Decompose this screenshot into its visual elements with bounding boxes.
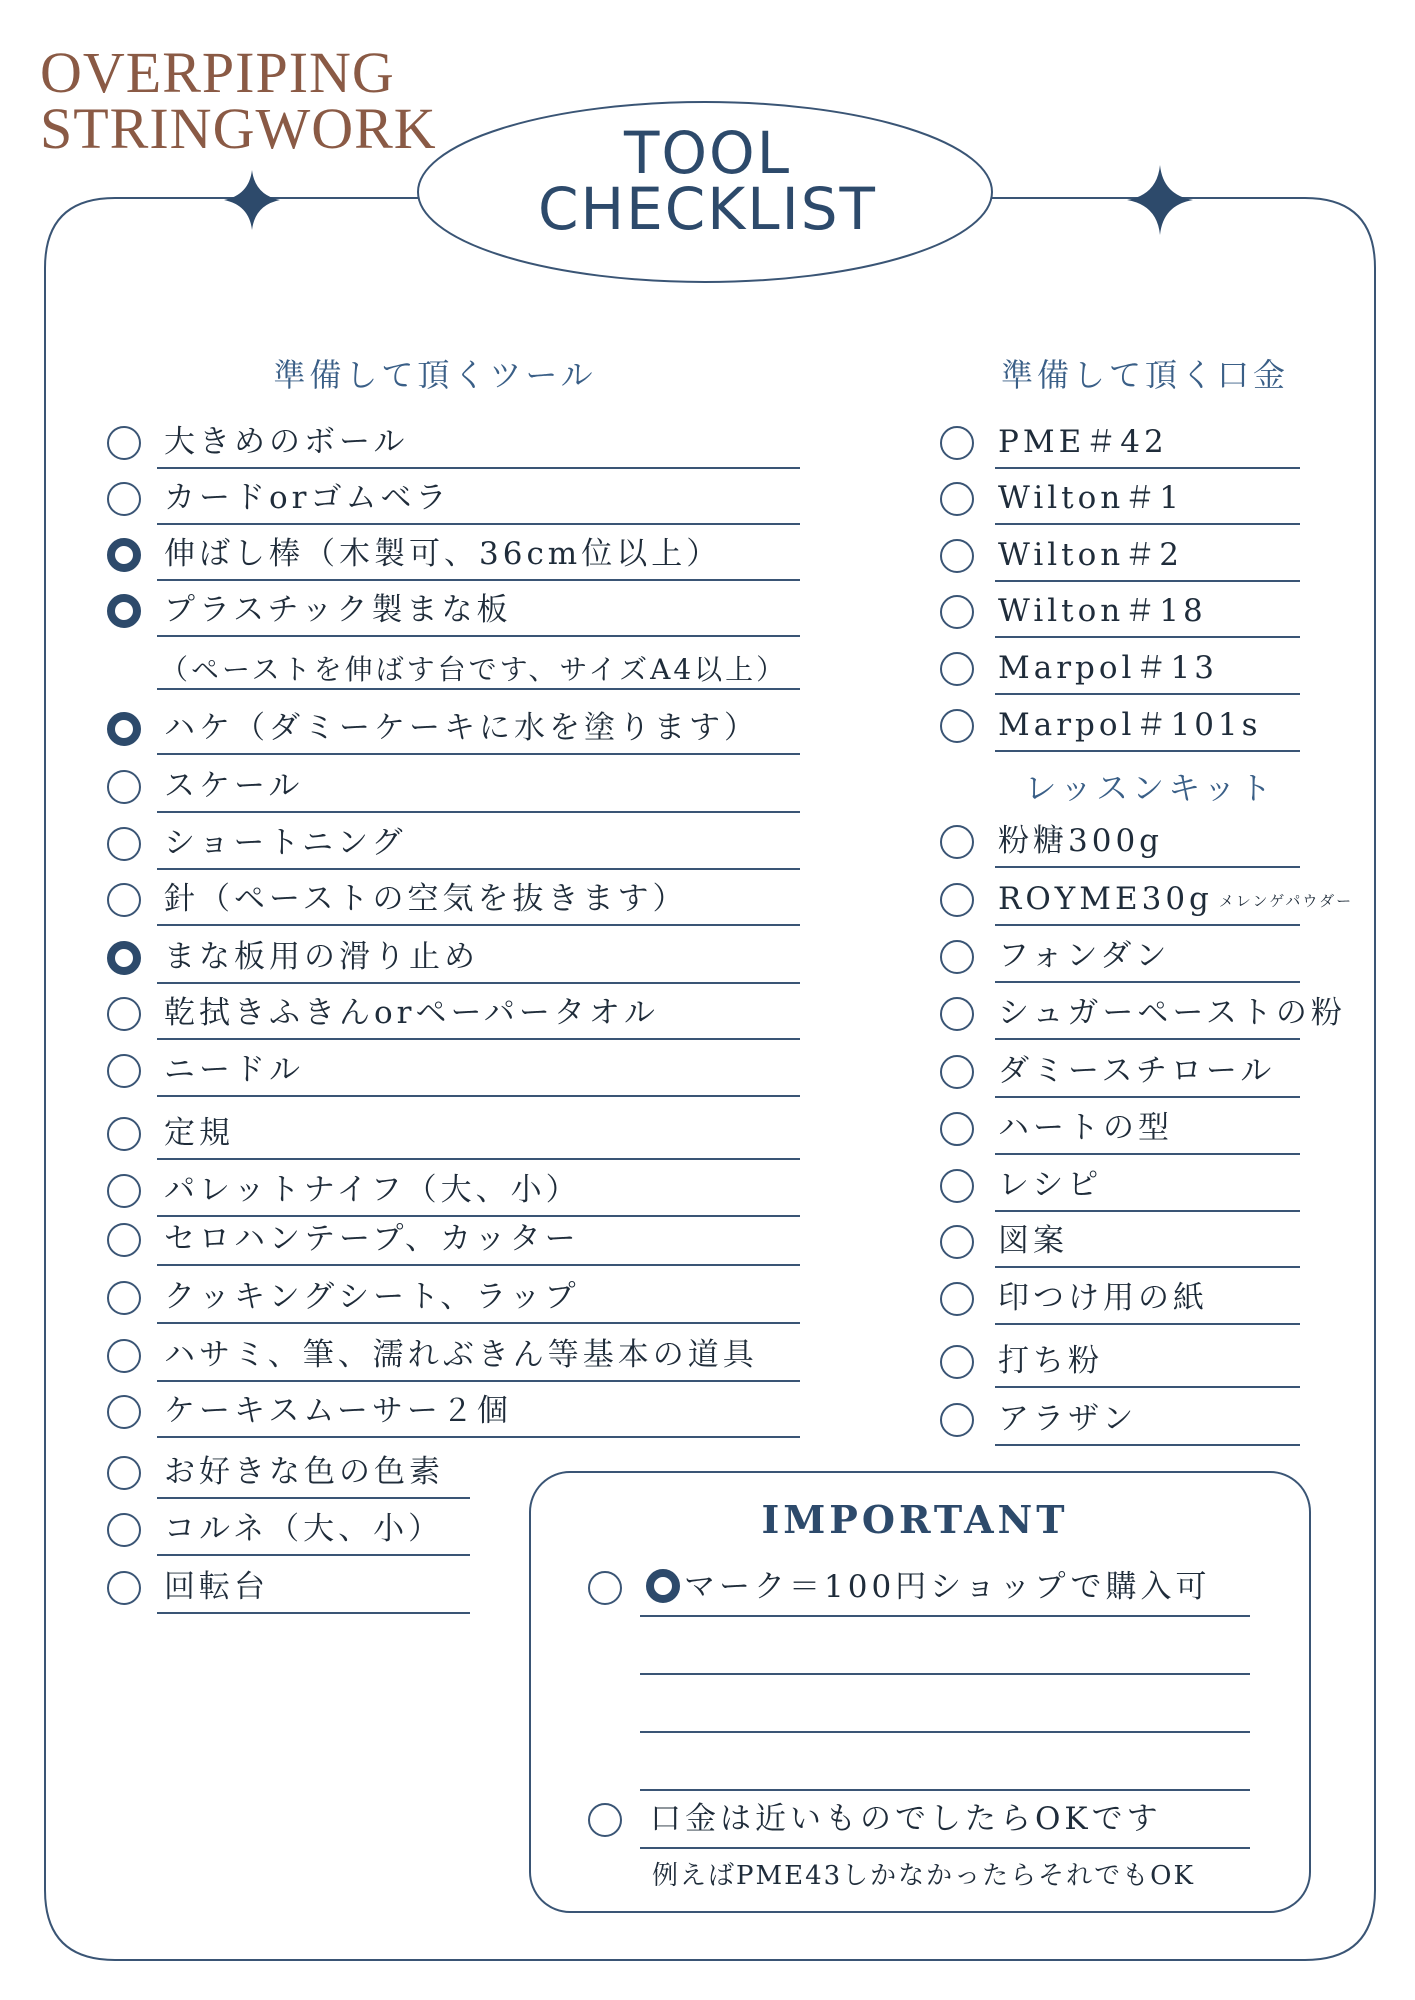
tool-item[interactable] — [107, 423, 800, 463]
sparkle-icon — [1127, 165, 1193, 235]
checkbox[interactable] — [107, 1174, 141, 1208]
checkbox[interactable] — [107, 1571, 141, 1605]
item-text: Marpol＃13 — [998, 650, 1218, 686]
tool-item[interactable] — [107, 994, 800, 1034]
checkbox[interactable] — [940, 825, 974, 859]
tip-item[interactable] — [940, 423, 1300, 463]
kit-item[interactable] — [940, 1109, 1300, 1149]
kit-item[interactable] — [940, 1400, 1300, 1440]
item-underline — [995, 1153, 1300, 1155]
item-underline — [157, 1038, 800, 1040]
item-text: 伸ばし棒（木製可、36cm位以上） — [164, 536, 722, 572]
item-underline — [995, 1444, 1300, 1446]
tool-item[interactable] — [107, 1392, 800, 1432]
item-text: PME＃42 — [998, 424, 1168, 460]
kit-item[interactable] — [940, 1279, 1300, 1319]
tool-item[interactable] — [107, 824, 800, 864]
important-line-1 — [646, 1568, 1210, 1606]
checkbox[interactable] — [940, 1403, 974, 1437]
kit-heading: レッスンキット — [1024, 769, 1276, 807]
tool-item[interactable] — [107, 1171, 800, 1211]
item-underline — [995, 1386, 1300, 1388]
brand-line-2: STRINGWORK — [40, 96, 437, 161]
checkbox[interactable] — [940, 1055, 974, 1089]
item-label — [998, 1109, 1173, 1147]
checkbox[interactable] — [107, 883, 141, 917]
checkbox[interactable] — [107, 1395, 141, 1429]
blank-line — [640, 1673, 1250, 1675]
checkbox[interactable] — [940, 652, 974, 686]
item-text: Wilton＃1 — [998, 480, 1183, 516]
item-label — [998, 479, 1183, 517]
item-label — [164, 767, 303, 805]
item-text: スケール — [164, 768, 304, 804]
checkbox[interactable] — [107, 1339, 141, 1373]
important-underline — [640, 1615, 1250, 1617]
item-label — [998, 536, 1183, 574]
item-text: お好きな色の色素 — [164, 1454, 444, 1490]
item-label — [164, 479, 450, 517]
important-example: 例えばPME43しかなかったらそれでもOK — [652, 1861, 1195, 1891]
kit-item[interactable] — [940, 1222, 1300, 1262]
kit-item[interactable] — [940, 1166, 1300, 1206]
item-label — [164, 1453, 444, 1491]
blank-line — [640, 1789, 1250, 1791]
item-underline — [995, 750, 1300, 752]
kit-item[interactable] — [940, 822, 1300, 862]
blank-line — [640, 1731, 1250, 1733]
tool-item[interactable] — [107, 535, 800, 575]
item-underline — [157, 811, 800, 813]
kit-item[interactable] — [940, 994, 1346, 1034]
tool-item[interactable] — [107, 767, 800, 807]
item-underline — [157, 579, 800, 581]
item-underline — [157, 523, 800, 525]
checkbox[interactable] — [588, 1803, 622, 1837]
item-label — [164, 591, 512, 629]
item-text: シュガーペーストの粉 — [998, 995, 1346, 1031]
item-underline — [995, 924, 1300, 926]
item-underline — [157, 467, 800, 469]
item-text: パレットナイフ（大、小） — [164, 1172, 581, 1208]
item-text: アラザン — [998, 1401, 1138, 1437]
item-text: まな板用の滑り止め — [164, 939, 479, 975]
item-label — [164, 1336, 758, 1374]
item-text: カードorゴムベラ — [164, 480, 451, 516]
cutting-board-note: （ペーストを伸ばす台です、サイズA4以上） — [160, 653, 788, 686]
tools-heading: 準備して頂くツール — [273, 356, 597, 394]
important-item-1[interactable] — [588, 1568, 1238, 1608]
item-underline — [157, 1158, 800, 1160]
item-text: Wilton＃2 — [998, 537, 1183, 573]
checkbox[interactable] — [940, 1169, 974, 1203]
checkbox[interactable] — [107, 426, 141, 460]
item-underline — [995, 580, 1300, 582]
checkbox[interactable] — [940, 883, 974, 917]
item-label — [998, 1052, 1275, 1090]
tool-item[interactable] — [107, 1336, 800, 1376]
checkbox[interactable] — [107, 1513, 141, 1547]
item-label — [164, 938, 479, 976]
checkbox[interactable] — [107, 1223, 141, 1257]
item-label — [164, 1510, 443, 1548]
item-label — [998, 1342, 1103, 1380]
item-underline — [157, 982, 800, 984]
item-underline — [995, 981, 1300, 983]
tool-item[interactable] — [107, 1278, 800, 1318]
tool-item[interactable] — [107, 1220, 800, 1260]
item-underline — [157, 1215, 800, 1217]
item-text: ROYME30g — [998, 881, 1213, 917]
item-label — [164, 535, 721, 573]
checkbox[interactable] — [940, 1112, 974, 1146]
item-text: 定規 — [164, 1115, 234, 1151]
item-label — [998, 423, 1168, 461]
item-underline — [157, 1380, 800, 1382]
tool-item[interactable] — [107, 1453, 470, 1493]
title-line-2: CHECKLIST — [538, 175, 877, 243]
item-label — [164, 1392, 512, 1430]
item-text: クッキングシート、ラップ — [164, 1279, 580, 1315]
item-underline — [157, 1436, 800, 1438]
item-underline — [995, 1210, 1300, 1212]
item-text: 図案 — [998, 1223, 1068, 1259]
item-text: 乾拭きふきんorペーパータオル — [164, 995, 659, 1031]
item-text: ダミースチロール — [998, 1053, 1276, 1089]
item-text: フォンダン — [998, 938, 1171, 974]
important-line-2: 口金は近いものでしたらOKです — [650, 1801, 1162, 1837]
kit-item[interactable] — [940, 1342, 1300, 1382]
item-underline — [995, 523, 1300, 525]
checkbox-marked[interactable] — [107, 538, 141, 572]
item-label — [998, 592, 1207, 630]
checkbox[interactable] — [588, 1571, 622, 1605]
item-text: Marpol＃101s — [998, 707, 1262, 743]
item-text: プラスチック製まな板 — [164, 592, 512, 628]
item-underline — [157, 753, 800, 755]
tool-item[interactable] — [107, 591, 800, 631]
item-text: 針（ペーストの空気を抜きます） — [164, 881, 688, 917]
tool-item[interactable] — [107, 1510, 470, 1550]
item-underline — [157, 1264, 800, 1266]
important-item-2[interactable] — [588, 1800, 1238, 1840]
item-text: ハケ（ダミーケーキに水を塗ります） — [164, 710, 759, 746]
checkbox[interactable] — [940, 482, 974, 516]
item-label — [998, 1279, 1208, 1317]
checkbox[interactable] — [940, 595, 974, 629]
item-text: ハサミ、筆、濡れぶきん等基本の道具 — [164, 1337, 758, 1373]
item-label — [164, 1171, 581, 1209]
item-underline — [157, 635, 800, 637]
item-text: 回転台 — [164, 1569, 269, 1605]
page-title — [420, 119, 995, 243]
checkbox[interactable] — [940, 997, 974, 1031]
item-label — [164, 880, 687, 918]
checkbox[interactable] — [107, 770, 141, 804]
item-underline — [995, 1038, 1300, 1040]
tool-item[interactable] — [107, 880, 800, 920]
marked-circle-icon — [646, 1569, 680, 1603]
item-text: レシピ — [998, 1167, 1103, 1203]
checkbox[interactable] — [940, 426, 974, 460]
checkbox[interactable] — [940, 709, 974, 743]
item-underline — [157, 924, 800, 926]
important-underline — [640, 1847, 1250, 1849]
tool-item[interactable] — [107, 479, 800, 519]
item-label — [164, 1568, 269, 1606]
item-label — [164, 1051, 304, 1089]
item-label — [164, 1114, 234, 1152]
item-underline — [995, 866, 1300, 868]
tip-item[interactable] — [940, 479, 1300, 519]
item-label — [164, 824, 407, 862]
important-title: IMPORTANT — [761, 1497, 1069, 1542]
item-text: ケーキスムーサー２個 — [164, 1393, 512, 1429]
item-underline — [995, 1323, 1300, 1325]
item-label — [164, 994, 659, 1032]
checkbox[interactable] — [940, 1225, 974, 1259]
title-line-1: TOOL — [623, 119, 792, 187]
checkbox[interactable] — [107, 482, 141, 516]
item-text: コルネ（大、小） — [164, 1511, 444, 1547]
item-underline — [157, 1554, 470, 1556]
item-text: 印つけ用の紙 — [998, 1280, 1208, 1316]
item-label — [998, 880, 1353, 920]
item-underline — [995, 1096, 1300, 1098]
item-label — [164, 1278, 580, 1316]
item-text: 粉糖300g — [998, 823, 1164, 859]
sparkle-icon — [224, 170, 280, 230]
tip-item[interactable] — [940, 706, 1300, 746]
brand-logo — [40, 40, 437, 161]
tip-item[interactable] — [940, 649, 1300, 689]
item-label — [998, 1400, 1137, 1438]
item-label — [998, 937, 1171, 975]
checkbox-marked[interactable] — [107, 594, 141, 628]
tool-item[interactable] — [107, 709, 800, 749]
item-underline — [157, 1497, 470, 1499]
tool-item[interactable] — [107, 1051, 800, 1091]
item-underline — [995, 467, 1300, 469]
item-label — [998, 1222, 1068, 1260]
item-underline — [157, 1612, 470, 1614]
checkbox[interactable] — [940, 539, 974, 573]
item-label — [998, 649, 1218, 687]
checkbox[interactable] — [107, 1117, 141, 1151]
item-text: ショートニング — [164, 825, 407, 861]
item-label — [998, 706, 1262, 744]
tool-item[interactable] — [107, 938, 800, 978]
item-underline — [157, 868, 800, 870]
item-note: メレンゲパウダー — [1218, 891, 1354, 910]
checkbox[interactable] — [107, 997, 141, 1031]
item-text: セロハンテープ、カッター — [164, 1221, 580, 1257]
tool-item[interactable] — [107, 1568, 470, 1608]
item-underline — [157, 1095, 800, 1097]
checkbox-marked[interactable] — [107, 712, 141, 746]
item-text: 大きめのボール — [164, 424, 409, 460]
checkbox[interactable] — [107, 1054, 141, 1088]
kit-item[interactable] — [940, 1052, 1300, 1092]
item-label — [164, 709, 759, 747]
checkbox[interactable] — [107, 1456, 141, 1490]
item-label — [164, 1220, 580, 1258]
item-underline — [995, 1266, 1300, 1268]
brand-line-1: OVERPIPING — [40, 40, 395, 105]
note-underline — [157, 688, 800, 690]
item-label — [998, 1166, 1102, 1204]
checkbox[interactable] — [107, 827, 141, 861]
item-underline — [995, 636, 1300, 638]
checkbox[interactable] — [940, 940, 974, 974]
tool-item[interactable] — [107, 1114, 800, 1154]
item-text: ニードル — [164, 1052, 304, 1088]
item-text: 打ち粉 — [998, 1343, 1103, 1379]
checkbox[interactable] — [940, 1345, 974, 1379]
kit-item[interactable] — [940, 880, 1354, 920]
item-underline — [157, 1322, 800, 1324]
important-line-1-text: マーク＝100円ショップで購入可 — [684, 1569, 1211, 1605]
kit-item[interactable] — [940, 937, 1300, 977]
item-label — [164, 423, 408, 461]
checkbox-marked[interactable] — [107, 941, 141, 975]
item-label — [998, 994, 1346, 1032]
item-label — [998, 822, 1163, 860]
tip-item[interactable] — [940, 536, 1300, 576]
checkbox[interactable] — [940, 1282, 974, 1316]
checkbox[interactable] — [107, 1281, 141, 1315]
item-text: Wilton＃18 — [998, 593, 1207, 629]
item-text: ハートの型 — [998, 1110, 1173, 1146]
tip-item[interactable] — [940, 592, 1300, 632]
tips-heading: 準備して頂く口金 — [1000, 356, 1289, 394]
item-underline — [995, 693, 1300, 695]
